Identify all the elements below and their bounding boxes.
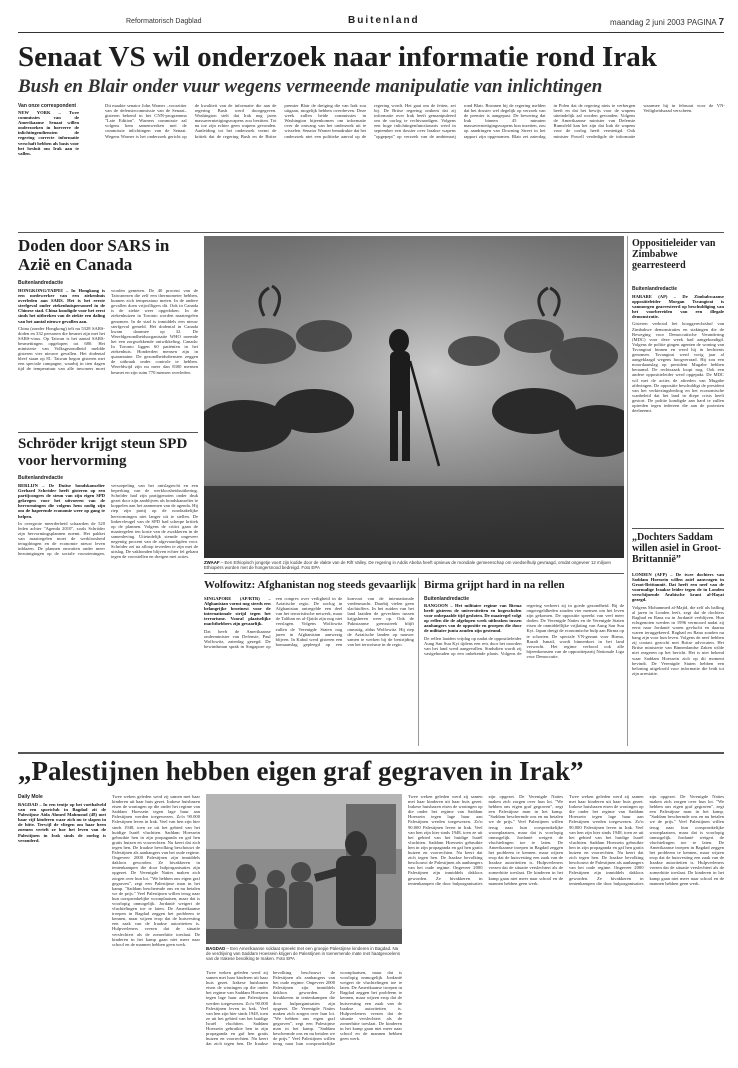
article-palestijnen-under-photo [206,970,402,1052]
divider [632,528,724,529]
body-palestijnen-part: Twee weken geleden werd zij samen met haar kinderen uit haar huis gezet. Irakese huisbazen eisen de woningen op die onder het regime van Saddam Hoessein tegen lage huur aan Palestijnen werden toegewezen. Zo'n 90.000 Palestijnen leven in Irak. Veel van hen zijn hier sinds 1948, toen ze uit het gebied van het huidige Israël vluchtten. Saddam Hoessein gebruikte hen in zijn propaganda en gaf hen gratis huizen en voorrechten. Nu keert dat zich tegen hen. De Iraakse bevolking beschouwt de Palestijnen als aanhangers van het oude regime. Ongeveer 2000 Palestijnen zijn inmiddels dakloos geworden. Ze bivakkeren in tentenkampen die door hulporganisaties zijn opgezet. De Verenigde Naties maken zich zorgen over hun lot. "We hebben ons eigen graf gegraven", zegt een Palestijnse man in het kamp. "Saddam beschermde ons en nu betalen we de prijs." Veel Palestijnen willen terug naar hun oorspronkelijke woonplaatsen, maar dat is voorlopig onmogelijk. Jordanië weigert de vluchtelingen toe te laten. De Amerikaanse troepen in Bagdad zeggen het probleem te kennen, maar wijzen erop dat de huisvesting een zaak van de Iraakse autoriteiten is. Hulpverleners vrezen dat de situatie verslechtert als de zomerhitte toeslaat. De kinderen in het kamp gaan niet meer naar school en de mannen hebben geen werk. [569,794,724,886]
byline-sars: Buitenlandredactie [18,280,64,286]
article-irak-col1 [18,110,79,228]
lead-palestijnen: BAGDAD – In een tentje op het voetbalveld van een sportclub in Bagdad zit de Palestijnse Aida Ahmed Mahmoud (48) met haar vijf kinderen waar zich nu te slapen in de hitte. Terwijl de vliegen om haar heen zoemen vertelt ze hoe het leven van de Palestijnen in Irak sinds de oorlog is veranderd. [18,802,106,843]
article-schroder-body [18,483,198,745]
caption2-lead: BAGDAD [206,946,226,951]
divider [204,573,624,574]
section-name: Buitenland [348,15,420,26]
caption2-text: – Een Amerikaanse soldaat spreekt met een groepje Palestijnse kinderen in Bagdad. Na de verdrijving van Saddam Hoessein krijgen de Palestijnen in toenemende mate met haatgevoelens van de Irakese bevolking te maken. [206,946,401,961]
lead-zimbabwe: HARARE (AP) – De Zimbabwaanse oppositieleider Morgan Tsvangirai is vanmorgen gearresteerd op beschuldiging van het voorbereiden van een illegale demonstratie. [632,294,724,320]
paper-name: Reformatorisch Dagblad [126,18,202,25]
headline-irak: Senaat VS wil onderzoek naar informatie rond Irak [18,41,657,73]
caption-text: – Een Ethiopisch jongetje voert zijn kudde door de vlakte van de Rift Valley. De regering in Addis Abeba heeft opnieuw de mondiale gemeenschap om voedselhulp gevraagd, omdat ongeveer 12 miljoen Ethiopiërs worden met de hongersnood bedreigd. [204,560,611,570]
lead-sars: HONGKONG/TAIPEI – In Hongkong is een medewerker van een ziekenhuis overleden aan SARS. Het is het eerste sterfgeval onder ziekenhuispersoneel in de Chinese stad. China kondigde voor het eerst sinds het uitbreken van de ziekte een daling van het aantal nieuwe gevallen aan. [18,288,105,324]
divider [18,232,724,233]
body-wolfowitz: Dat heeft de Amerikaanse onderminister van Defensie, Paul Wolfowitz, zaterdag gezegd. De bewindsman sprak in Singapore op een congres over veiligheid in de Aziatische regio. De oorlog in Afghanistan ontregelde een deel van het terroristische netwerk, maar de Taliban en al-Qaida zijn nog niet verslagen. Volgens Wolfowitz zullen de Verenigde Staten nog jaren in Afghanistan aanwezig blijven. In Kabul werd gisteren een bomaanslag gepleegd op een konvooi van de internationale vredesmacht. Daarbij vielen geen slachtoffers. In het zuiden van het land laaiden de gevechten tussen krijgsheren weer op. Ook de Pakistaanse grensstreek blijft onrustig, aldus Wolfowitz. Hij riep de Aziatische landen op nauwer samen te werken bij de bestrijding van het terrorisme in de regio. [204,596,414,649]
article-saddam-body [632,572,724,742]
body-schroder: In overgrote meerderheid schaarden de 520 leden achter "Agenda 2010", zoals Schröder zijn hervormingsplannen noemt. Het pakket van maatregelen moet de werkloosheid terugdringen en de economie nieuw leven inblazen. De plannen omvatten onder meer bezuinigingen op de sociale voorzieningen, versoepeling van het ontslagrecht en een beperking van de werkloosheidsuitkering. Schröder had zijn partijgenoten onder druk gezet door zijn aanblijven als bondskanselier te koppelen aan het aannemen van de agenda. Hij riep zijn partij op de noodzakelijke hervormingen niet langer uit te stellen. De linkervleugel van de SPD had scherpe kritiek op de plannen. Volgens de critici gaan de maatregelen ten koste van de zwakkeren in de samenleving. Uiteindelijk stemde ongeveer negentig procent van de afgevaardigden voor. Schröder zei na afloop tevreden te zijn met de uitslag. De vakbonden blijven echter fel gekant tegen de voorstellen en dreigen met acties. [18,483,198,560]
body-saddam: Volgens Mohammed al-Majid, die zelf als balling al jaren in Londen leeft, zegt dat de dochters Raghad en Rana nu in Jordanië verblijven. Hun echtgenoten werden in 1996 vermoord nadat zij eerst naar Jordanië waren gevlucht en daarna waren teruggekeerd. Raghad en Rana zouden nu bang zijn voor hun leven. Volgens de neef hebben zij contact gezocht met Britse advocaten. Het Britse ministerie van Binnenlandse Zaken wilde niet reageren op het bericht. Het is niet bekend waar Saddam Hoessein zich op dit moment bevindt. De Verenigde Staten hebben een beloning uitgeloofd voor informatie die leidt tot zijn arrestatie. [632,604,724,676]
headline-palestijnen: „Palestijnen hebben eigen graf gegraven in Irak” [18,756,584,786]
headline-sars: Doden door SARS in Azië en Canada [18,236,170,274]
body-irak: Dit maakte senator John Warner –voorzitter van de defensiecommissie van de Senaat– gisteren bekend in het CNN-programma "Late Edition". Warners commissie zal volgens hem samenwerken met de commissie inlichtingen van de Senaat. Wegens Warner is het onderzoek gericht op de kwaliteit van de informatie die aan de regering Bush werd doorgegeven. Washington stelt dat Irak nog jaren massavernietigingswapens zou bezitten. Tot nu toe zijn echter geen wapens gevonden. Aanleiding tot het onderzoek vormt de kritiek dat de regering Bush en de Britse premier Blair de dreiging die van Irak zou uitgaan, mogelijk hebben overdreven. Deze week zullen beide commissies in Washington bijeenkomen om informatie over de omvang van het onderzoek uit te wisselen. Senator Warner benadrukte dat het onderzoek niet een politieke aanval op de regering wordt. Het gaat om de feiten, zei hij. De Britse regering ontkent dat zij informatie over Irak heeft gemanipuleerd om de oorlog te rechtvaardigen. Volgens een hoge inlichtingenfunctionaris werd in september een dossier over Iraakse wapens "opgepept" op verzoek van de ambtenarij rond Blair. Bronnen bij de regering melden dat het dossier wel degelijk op verzoek van de premier is aangepast. De bewering dat Irak binnen 45 minuten massavernietigingswapens kon inzetten, zou op aandringen van Downing Street in het rapport zijn opgenomen. Blair zei zaterdag in Polen dat de regering niets te verbergen heeft en dat het bewijs voor de wapens uiteindelijk zal worden gevonden. Volgens de Amerikaanse minister van Defensie Rumsfeld kan het zijn dat Irak de wapens voor de oorlog heeft vernietigd. Ook minister Powell verdedigde de informatie waarmee hij in februari voor de VN-Veiligheidsraad verscheen. [105,103,725,139]
issue-date: maandag 2 juni 2003 [610,18,685,27]
herd-illustration [204,236,624,558]
lead-wolfowitz: SINGAPORE (AP/RTR) – Afghanistan vormt nog steeds een belangrijke broeinest voor de internationale strijd tegen het terrorisme. Vooral plaatselijke machthebbers zijn gevaarlijk. [204,596,271,627]
body-palestijnen-part: Twee weken geleden werd zij samen met haar kinderen uit haar huis gezet. Irakese huisbazen eisen de woningen op die onder het regime van Saddam Hoessein tegen lage huur aan Palestijnen werden toegewezen. Zo'n 90.000 Palestijnen leven in Irak. Veel van hen zijn hier sinds 1948, toen ze uit het gebied van het huidige Israël vluchtten. Saddam Hoessein gebruikte hen in zijn propaganda en gaf hen gratis huizen en voorrechten. Nu keert dat zich tegen hen. De Iraakse bevolking beschouwt de Palestijnen als aanhangers van het oude regime. Ongeveer 2000 Palestijnen zijn inmiddels dakloos geworden. Ze bivakkeren in tentenkampen die door hulporganisaties zijn opgezet. De Verenigde Naties maken zich zorgen over hun lot. "We hebben ons eigen graf gegraven", zegt een Palestijnse man in het kamp. "Saddam beschermde ons en nu betalen we de prijs." Veel Palestijnen willen terug naar hun oorspronkelijke woonplaatsen, maar dat is voorlopig onmogelijk. Jordanië weigert de vluchtelingen toe te laten. De Amerikaanse troepen in Bagdad zeggen het probleem te kennen, maar wijzen erop dat de huisvesting een zaak van de Iraakse autoriteiten is. Hulpverleners vrezen dat de situatie verslechtert als de zomerhitte toeslaat. De kinderen in het kamp gaan niet meer naar school en de mannen hebben geen werk. [112,794,200,947]
page-number: 7 [718,17,724,28]
lead-saddam: LONDEN (AFP) – De twee dochters van Saddam Hoessein willen asiel aanvragen in Groot-Brittannië. Dat heeft een neef van de voormalige Iraakse leider tegen de in Londen verschijnende Arabische krant al-Hayat gezegd. [632,572,724,603]
byline-palestijnen: Daily Mole [18,794,43,800]
article-sars-body [18,288,198,428]
article-zimbabwe-body [632,294,724,524]
photo2-credit: Foto EPA [276,956,295,961]
photo-ethiopian-herd [204,236,624,558]
byline-birma: Buitenlandredactie [424,596,470,602]
body-palestijnen-part: Twee weken geleden werd zij samen met haar kinderen uit haar huis gezet. Irakese huisbazen eisen de woningen op die onder het regime van Saddam Hoessein tegen lage huur aan Palestijnen werden toegewezen. Zo'n 90.000 Palestijnen leven in Irak. Veel van hen zijn hier sinds 1948, toen ze uit het gebied van het huidige Israël vluchtten. Saddam Hoessein gebruikte hen in zijn propaganda en gaf hen gratis huizen en voorrechten. Nu keert dat zich tegen hen. De Iraakse bevolking beschouwt de Palestijnen als aanhangers van het oude regime. Ongeveer 2000 Palestijnen zijn inmiddels dakloos geworden. Ze bivakkeren in tentenkampen die door hulporganisaties zijn opgezet. De Verenigde Naties maken zich zorgen over hun lot. "We hebben ons eigen graf gegraven", zegt een Palestijnse man in het kamp. "Saddam beschermde ons en nu betalen we de prijs." Veel Palestijnen willen terug naar hun oorspronkelijke woonplaatsen, maar dat is voorlopig onmogelijk. Jordanië weigert de vluchtelingen toe te laten. De Amerikaanse troepen in Bagdad zeggen het probleem te kennen, maar wijzen erop dat de huisvesting een zaak van de Iraakse autoriteiten is. Hulpverleners vrezen dat de situatie verslechtert als de zomerhitte toeslaat. De kinderen in het kamp gaan niet meer naar school en de mannen hebben geen werk. [408,794,563,886]
masthead [18,14,724,33]
headline-saddam: „Dochters Saddam willen asiel in Groot-Brittannië” [632,532,721,565]
headline-schroder: Schröder krijgt steun SPD voor hervorming [18,436,188,469]
divider [18,752,724,754]
article-palestijnen-right-cols [408,794,724,1052]
column-divider [418,578,419,746]
headline-birma: Birma grijpt hard in na rellen [424,579,565,591]
article-irak-body [105,103,725,228]
divider [18,432,198,433]
body-birma: De rellen laaiden vrijdag op nadat de oppositieleider Aung San Suu Kyi tijdens een reis door het noorden van het land werd aangevallen. Sindsdien wordt zij vastgehouden op een onbekende plaats. Volgens de regering verkeert zij in goede gezondheid. Bij de ongeregeldheden zouden vier mensen om het leven zijn gekomen. De oppositie spreekt van veel meer doden. De Verenigde Naties en de Verenigde Staten eisen de onmiddellijke vrijlating van Aung San Suu Kyi. Japan dreigt de economische hulp aan Birma op te schorten. De speciale VN-gezant voor Birma, Razali Ismail, wordt binnenkort in het land verwacht. Het regime verbood ook alle bijeenkomsten van de oppositiepartij Nationale Liga voor Democratie. [424,603,624,659]
article-palestijnen-lead [18,802,106,1052]
photo2-caption [206,946,402,966]
body-palestijnen-part: Twee weken geleden werd zij samen met haar kinderen uit haar huis gezet. Irakese huisbazen eisen de woningen op die onder het regime van Saddam Hoessein tegen lage huur aan Palestijnen werden toegewezen. Zo'n 90.000 Palestijnen leven in Irak. Veel van hen zijn hier sinds 1948, toen ze uit het gebied van het huidige Israël vluchtten. Saddam Hoessein gebruikte hen in zijn propaganda en gaf hen gratis huizen en voorrechten. Nu keert dat zich tegen hen. De Iraakse bevolking beschouwt de Palestijnen als aanhangers van het oude regime. Ongeveer 2000 Palestijnen zijn inmiddels dakloos geworden. Ze bivakkeren in tentenkampen die door hulporganisaties zijn opgezet. De Verenigde Naties maken zich zorgen over hun lot. "We hebben ons eigen graf gegraven", zegt een Palestijnse man in het kamp. "Saddam beschermde ons en nu betalen we de prijs." Veel Palestijnen willen terug naar hun oorspronkelijke woonplaatsen, maar dat is voorlopig onmogelijk. Jordanië weigert de vluchtelingen toe te laten. De Amerikaanse troepen in Bagdad zeggen het probleem te kennen, maar wijzen erop dat de huisvesting een zaak van de Iraakse autoriteiten is. Hulpverleners vrezen dat de situatie verslechtert als de zomerhitte toeslaat. De kinderen in het kamp gaan niet meer naar school en de mannen hebben geen werk. [206,970,402,1047]
column-divider [627,236,628,746]
subheadline-irak: Bush en Blair onder vuur wegens vermeende manipulatie van inlichtingen [18,76,603,97]
article-palestijnen-col2 [112,794,200,1052]
article-birma-body [424,603,624,746]
headline-zimbabwe: Oppositieleider van Zimbabwe gearresteerd [632,238,716,271]
byline-zimbabwe: Buitenlandredactie [632,286,678,292]
article-wolfowitz-body [204,596,414,746]
caption-lead: ZWAAF [204,560,220,565]
lead-irak: NEW YORK – Twee commissies van de Amerikaanse Senaat willen onderzoeken in hoeverre de inlichtingendiensten de regering correcte informatie verschaft hebben als basis voor het besluit om Irak aan te vallen. [18,110,79,156]
lead-schroder: BERLIJN – De Duitse bondskanselier Gerhard Schröder heeft gisteren op een partijcongres de steun van zijn eigen SPD gekregen voor het uitvoeren van de hervormingen die volgens hem nodig zijn om de haperende economie weer op gang te helpen. [18,483,105,519]
photo-caption [204,560,624,572]
photo-bagdad-soldier [206,794,402,944]
headline-wolfowitz: Wolfowitz: Afghanistan nog steeds gevaarlijk [204,579,417,591]
page-label: PAGINA [687,18,717,27]
byline-irak: Van onze correspondent [18,103,77,109]
body-zimbabwe: Gisteren verbood het hooggerechtshof van Zimbabwe demonstraties en stakingen die de Beweging voor Democratische Verandering (MDC) voor deze week had aangekondigd. Volgens de politie gingen agenten de woning van Tsvangirai binnen en werd hij in hechtenis genomen. Tsvangirai werd vorig jaar al aangeklaagd wegens hoogverraad. Hij zou een moordaanslag op president Mugabe hebben beraamd. De rechtszaak loopt nog. Ook een andere oppositieleider werd opgepakt. De MDC wil met de acties de aftreden van Mugabe afdwingen. De oppositie beschuldigt de president van het verkiezingsbedrog en het economische wanbeleid dat het land in diepe crisis heeft gestort. De politie kondigde aan hard te zullen optreden tegen iedereen die aan de protesten deelneemt. [632,321,724,414]
soldier-illustration [206,794,402,944]
page-info [610,17,724,28]
byline-schroder: Buitenlandredactie [18,475,64,481]
photo-credit: Foto EPA [301,565,320,570]
body-sars: China (zonder Hongkong) telt nu 5328 SARS-doden en 332 personen die besmet zijn met het SARS-virus. Op Taiwan is het aantal SARS-besmettingen opgelopen tot 680. Het ministerie van Volksgezondheid meldde gisteren vier nieuwe gevallen. Het dodental bleef staan op 81. Taiwan begon gisteren met een speciale campagne, waarbij in tien dagen tijd de temperatuur van alle inwoners moet worden gemeten. De 40 procent van de Taiwanezen die zelf een thermometer hebben, kunnen zich temperatuur meten. In de andere gevallen doen vrijwilligers dit. Ook in Canada is de ziekte weer opgedoken. In de ziekenhuizen in Toronto worden maatregelen genomen. In de stad is inmiddels een nieuw sterfgeval gemeld. Het dodental in Canada kwam daarmee op 32. De Wereldgezondheidsorganisatie WHO noemde het een zorgwekkende ontwikkeling. Canada: In Toronto liggen 60 patiënten in het ziekenhuis. Honderden mensen zijn in quarantaine. De gezondheidsdiensten zeggen de uitbraak onder controle te hebben. Wereldwijd zijn nu meer dan 8300 mensen besmet en zijn ruim 770 mensen overleden. [18,288,198,375]
lead-birma: RANGOON – Het militaire regime van Birma heeft gisteren de universiteiten en hogescholen voor onbepaalde tijd gesloten. De maatregel volgt op rellen die de afgelopen week uitbraken tussen aanhangers van de oppositie en groepen die door de militaire junta zouden zijn gesteund. [424,603,522,634]
